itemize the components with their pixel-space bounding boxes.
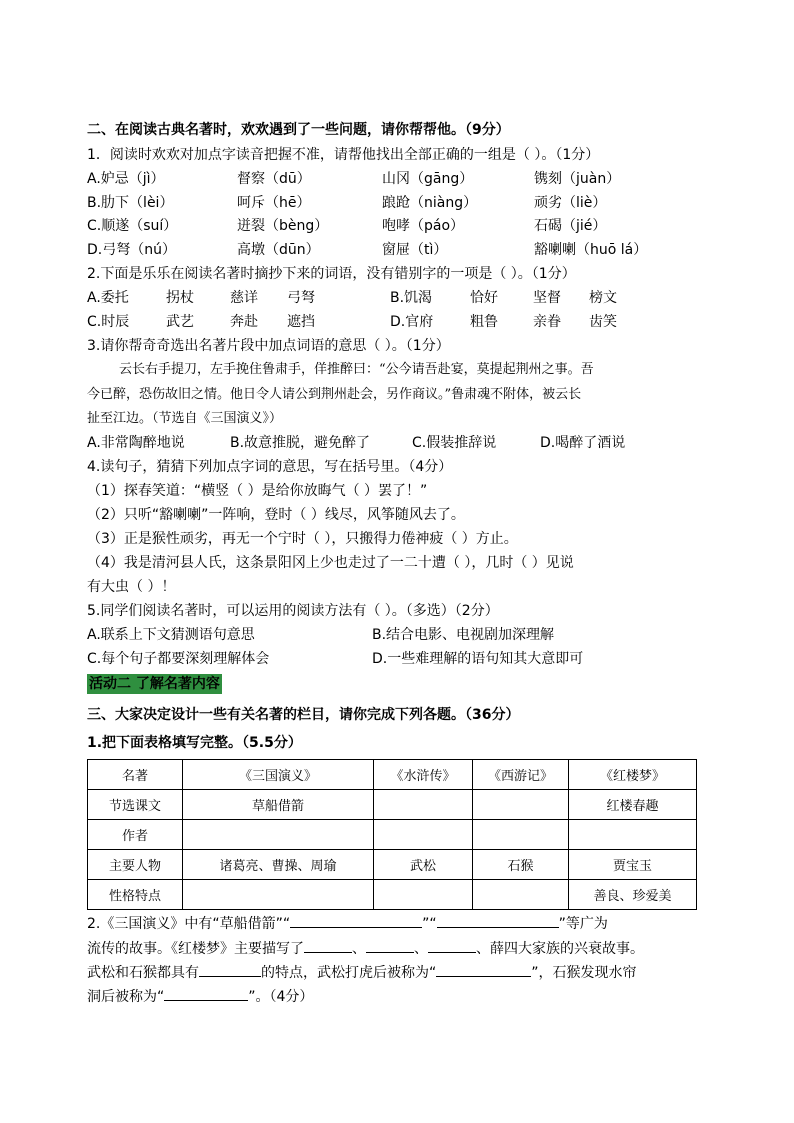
fill-blank[interactable] xyxy=(304,938,352,953)
q1-c-3: 咆哮（páo） xyxy=(382,218,465,234)
q3-passage-line: 扯至江边。（节选自《三国演义》） xyxy=(87,411,283,426)
q5-stem: 5.同学们阅读名著时，可以运用的阅读方法有（ ）。（多选）（2分） xyxy=(87,603,499,619)
q1-d-3: 窗屉（tì） xyxy=(382,242,448,258)
q4-sentence: （4）我是清河县人氏，这条景阳冈上少也走过了一二十遭（ ），几时（ ）见说 xyxy=(87,555,574,571)
q2-word: 亲眷 xyxy=(533,314,561,330)
q2-word: A.委托 xyxy=(87,290,129,306)
table-cell-empty[interactable] xyxy=(374,790,473,820)
table-cell: 节选课文 xyxy=(88,790,183,820)
fill-blank[interactable] xyxy=(437,913,559,928)
fill-blank[interactable] xyxy=(428,938,476,953)
q3-passage-line: 今已醉，恐伤故旧之情。他日令人请公到荆州赴会，另作商议。”鲁肃魂不附体，被云长 xyxy=(87,387,582,402)
table-cell: 草船借箭 xyxy=(183,790,374,820)
s3-q2-text: 、 xyxy=(352,941,366,957)
table-cell: 《红楼梦》 xyxy=(569,760,697,790)
table-cell-empty[interactable] xyxy=(473,880,569,910)
table-cell: 红楼春趣 xyxy=(569,790,697,820)
q2-word: 遮挡 xyxy=(287,314,315,330)
q2-word: 拐杖 xyxy=(166,290,194,306)
s3-q2-line xyxy=(87,986,313,1007)
q3-passage-line: 云长右手提刀，左手挽住鲁肃手，佯推醉曰：“公今请吾赴宴，莫提起荆州之事。吾 xyxy=(119,362,594,377)
table-cell: 《水浒传》 xyxy=(374,760,473,790)
s3-q2-text: 武松和石猴都具有 xyxy=(87,965,199,981)
table-cell-empty[interactable] xyxy=(569,820,697,850)
table-cell: 石猴 xyxy=(473,850,569,880)
fill-blank[interactable] xyxy=(164,986,248,1001)
q1-b-2: 呵斥（hē） xyxy=(237,195,311,211)
q4-sentence: （2）只听“豁喇喇”一阵响，登时（ ）线尽，风筝随风去了。 xyxy=(87,507,465,523)
q4-sentence: 有大虫（ ）！ xyxy=(87,579,176,595)
table-row xyxy=(88,760,697,790)
table-row xyxy=(88,850,697,880)
s3-q2-line xyxy=(87,938,644,959)
q3-option: B.故意推脱，避免醉了 xyxy=(230,435,371,451)
table-cell: 《三国演义》 xyxy=(183,760,374,790)
q1-b-3: 踉跄（niàng） xyxy=(382,195,478,211)
q2-word: D.官府 xyxy=(390,314,434,330)
q2-word: 奔赴 xyxy=(230,314,258,330)
q5-option: D.一些难理解的语句知其大意即可 xyxy=(372,651,584,667)
table-cell: 主要人物 xyxy=(88,850,183,880)
table-row xyxy=(88,790,697,820)
table-cell-empty[interactable] xyxy=(374,820,473,850)
q1-b-4: 顽劣（liè） xyxy=(534,195,607,211)
q5-option: B.结合电影、电视剧加深理解 xyxy=(372,627,555,643)
q2-word: B.饥渴 xyxy=(390,290,433,306)
s3-q2-text: ”。（4分） xyxy=(248,989,314,1005)
section3-title: 三、大家决定设计一些有关名著的栏目，请你完成下列各题。（36分） xyxy=(87,707,520,723)
q3-option: A.非常陶醉地说 xyxy=(87,435,185,451)
q1-d-1: D.弓弩（nú） xyxy=(87,242,176,258)
s3-q2-text: 的特点，武松打虎后被称为“ xyxy=(261,965,437,981)
q1-a-3: 山冈（gāng） xyxy=(382,171,474,187)
s3-q2-text: 、薛四大家族的兴衰故事。 xyxy=(476,941,644,957)
q4-sentence: （3）正是猴性顽劣，再无一个宁时（ ），只搬得力倦神疲（ ）方止。 xyxy=(87,531,518,547)
q1-c-4: 石碣（jié） xyxy=(534,218,607,234)
q1-d-4: 豁喇喇（huō lá） xyxy=(534,242,648,258)
table-cell: 作者 xyxy=(88,820,183,850)
q2-word: 恰好 xyxy=(470,290,498,306)
table-cell: 善良、珍爱美 xyxy=(569,880,697,910)
q1-d-2: 高墩（dūn） xyxy=(237,242,320,258)
table-cell-empty[interactable] xyxy=(473,820,569,850)
table-cell: 《西游记》 xyxy=(473,760,569,790)
s3-q2-text: ”等广为 xyxy=(558,916,608,932)
q2-word: 弓弩 xyxy=(287,290,315,306)
table-row xyxy=(88,880,697,910)
q2-word: 慈详 xyxy=(230,290,258,306)
q1-c-2: 迸裂（bèng） xyxy=(237,218,329,234)
table-cell-empty[interactable] xyxy=(183,820,374,850)
q5-option: A.联系上下文猜测语句意思 xyxy=(87,627,255,643)
activity-highlight: 活动二 了解名著内容 xyxy=(89,676,220,692)
table-cell-empty[interactable] xyxy=(374,880,473,910)
table-cell-empty[interactable] xyxy=(183,880,374,910)
s3-q2-text: 2.《三国演义》中有“草船借箭”“ xyxy=(87,916,291,932)
q2-word: 武艺 xyxy=(166,314,194,330)
q2-stem: 2.下面是乐乐在阅读名著时摘抄下来的词语，没有错别字的一项是（ ）。（1分） xyxy=(87,266,576,282)
table-cell: 武松 xyxy=(374,850,473,880)
q2-word: 榜文 xyxy=(589,290,617,306)
q3-stem: 3.请你帮奇奇选出名著片段中加点词语的意思（ ）。（1分） xyxy=(87,338,450,354)
section2-title: 二、在阅读古典名著时，欢欢遇到了一些问题，请你帮帮他。（9分） xyxy=(87,122,510,138)
table-cell: 贾宝玉 xyxy=(569,850,697,880)
q3-option: D.喝醉了酒说 xyxy=(540,435,626,451)
s3-q2-line xyxy=(87,962,637,983)
books-table xyxy=(87,759,697,910)
section3-q1-stem: 1.把下面表格填写完整。（5.5分） xyxy=(87,735,302,751)
s3-q2-line xyxy=(87,913,608,934)
fill-blank[interactable] xyxy=(199,962,261,977)
q1-c-1: C.顺遂（suí） xyxy=(87,218,178,234)
q1-b-1: B.肋下（lèi） xyxy=(87,195,174,211)
table-cell: 诸葛亮、曹操、周瑜 xyxy=(183,850,374,880)
q2-word: C.时辰 xyxy=(87,314,130,330)
q1-a-2: 督察（dū） xyxy=(237,171,311,187)
s3-q2-text: 、 xyxy=(414,941,428,957)
activity-heading xyxy=(87,674,222,694)
q1-stem: 1．阅读时欢欢对加点字读音把握不准，请帮他找出全部正确的一组是（ ）。（1分） xyxy=(87,147,600,163)
q2-word: 齿笑 xyxy=(589,314,617,330)
q4-sentence: （1）探春笑道：“横竖（ ）是给你放晦气（ ）罢了！” xyxy=(87,483,428,499)
s3-q2-text: ”，石猴发现水帘 xyxy=(531,965,637,981)
q5-option: C.每个句子都要深刻理解体会 xyxy=(87,651,270,667)
q3-option: C.假装推辞说 xyxy=(412,435,497,451)
q4-stem: 4.读句子，猜猜下列加点字词的意思，写在括号里。（4分） xyxy=(87,459,453,475)
table-cell: 名著 xyxy=(88,760,183,790)
table-cell-empty[interactable] xyxy=(473,790,569,820)
fill-blank[interactable] xyxy=(366,938,414,953)
table-row xyxy=(88,820,697,850)
q2-word: 坚督 xyxy=(533,290,561,306)
fill-blank[interactable] xyxy=(436,962,531,977)
table-cell: 性格特点 xyxy=(88,880,183,910)
s3-q2-text: 洞后被称为“ xyxy=(87,989,165,1005)
q1-a-1: A.妒忌（jì） xyxy=(87,171,165,187)
s3-q2-text: 流传的故事。《红楼梦》主要描写了 xyxy=(87,941,304,957)
q2-word: 粗鲁 xyxy=(470,314,498,330)
s3-q2-text: ”“ xyxy=(422,916,437,932)
fill-blank[interactable] xyxy=(290,913,422,928)
q1-a-4: 镌刻（juàn） xyxy=(534,171,621,187)
